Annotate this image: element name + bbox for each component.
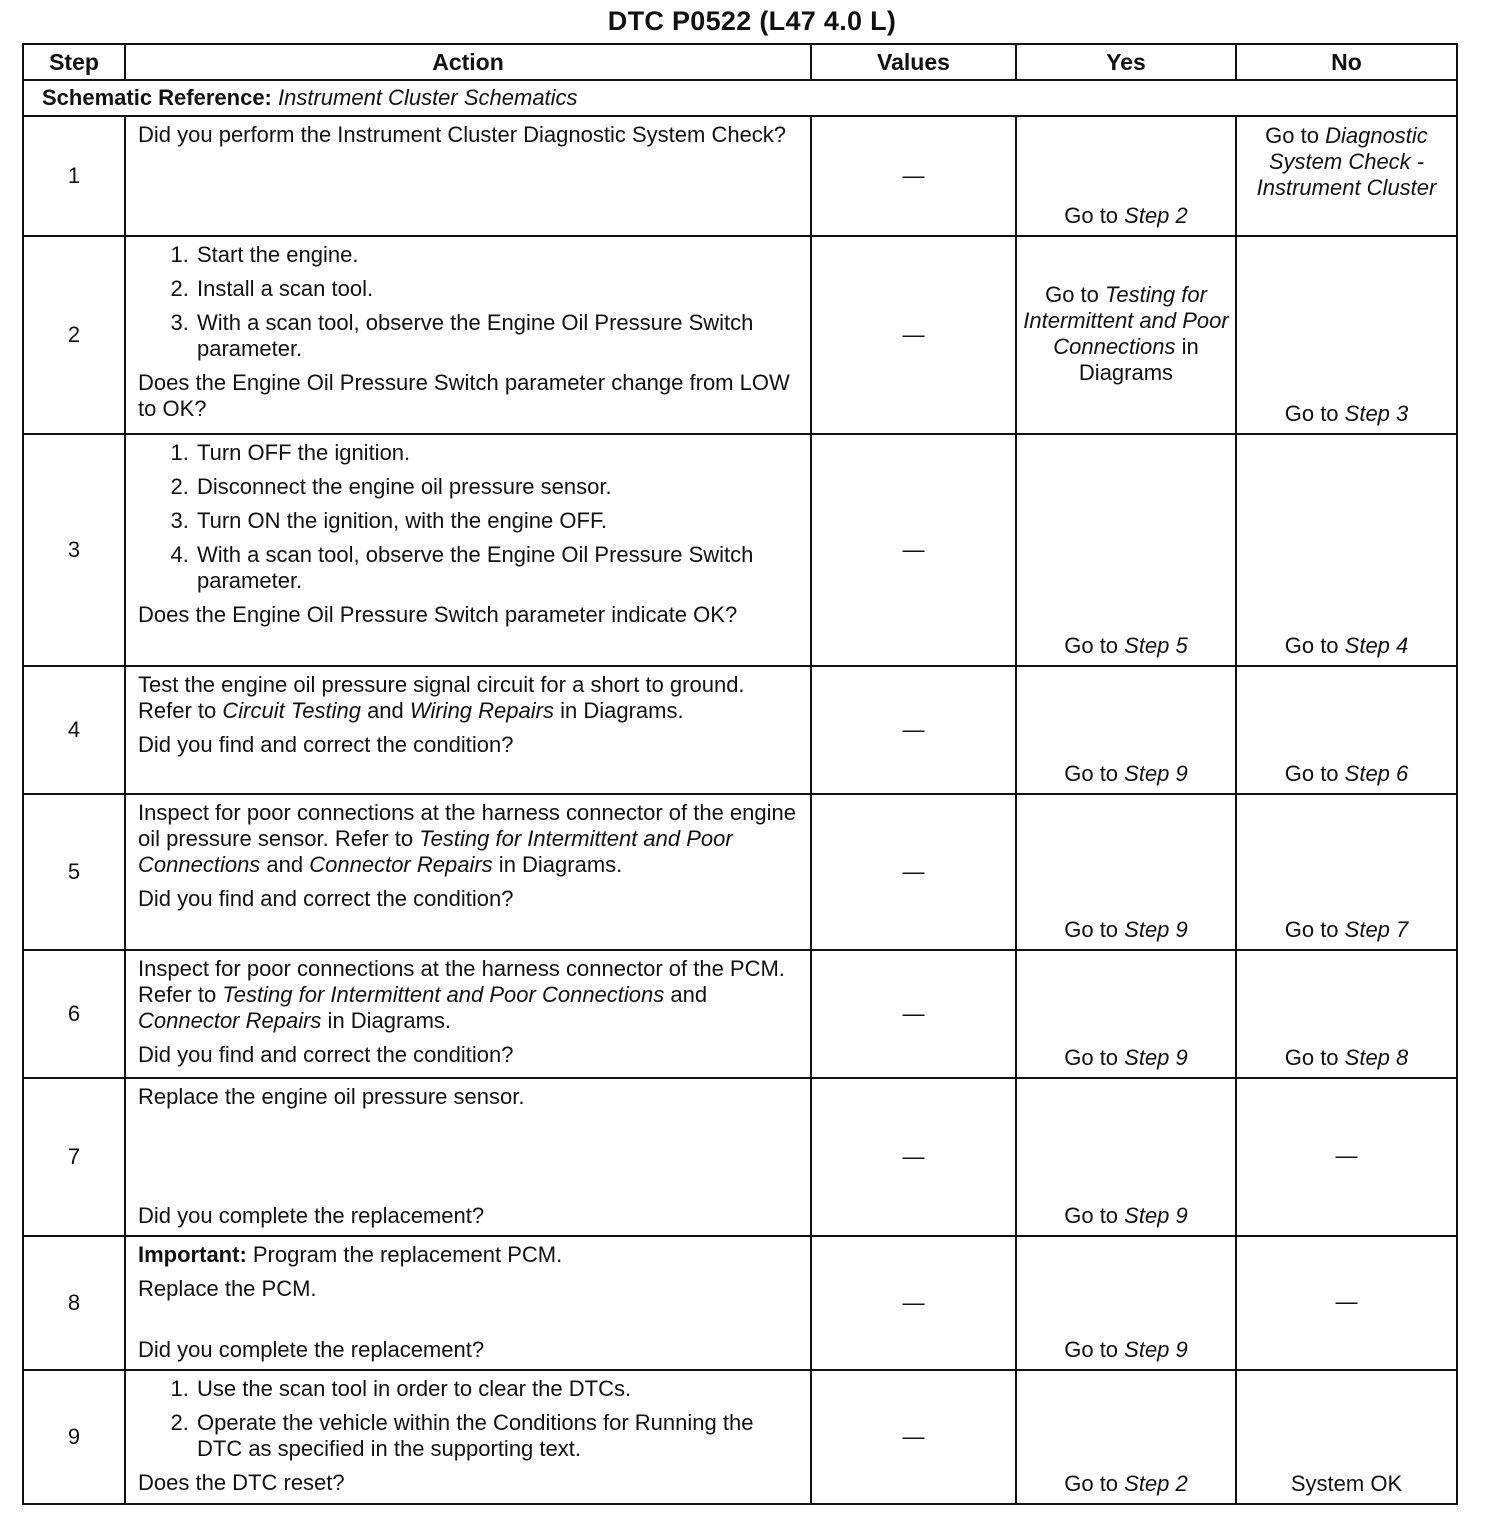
action-text <box>138 672 800 724</box>
list-item: 1. Turn OFF the ignition. <box>195 440 800 466</box>
values-cell <box>811 950 1016 1078</box>
no-prefix: Go to <box>1284 633 1345 658</box>
list-item: 2. Operate the vehicle within the Conditions for Running the DTC as specified in the supporting text. <box>195 1410 800 1462</box>
reference-link: Connector Repairs <box>138 1008 322 1033</box>
dash: — <box>902 322 925 347</box>
dash: — <box>902 1290 925 1315</box>
yes-prefix: Go to <box>1064 203 1125 228</box>
yes-suffix: in Diagrams <box>1078 334 1199 385</box>
header-step: Step <box>23 44 125 80</box>
action-list <box>138 1376 800 1462</box>
action-text <box>138 956 800 1034</box>
step-number: 5 <box>23 794 125 950</box>
action-cell <box>125 434 811 666</box>
action-text: Replace the PCM. <box>138 1276 317 1301</box>
action-cell <box>125 1236 811 1370</box>
dash: — <box>1335 1289 1358 1314</box>
reference-link: Testing for Intermittent and Poor Connections <box>222 982 665 1007</box>
yes-prefix: Go to <box>1064 761 1125 786</box>
action-question: Does the Engine Oil Pressure Switch parameter indicate OK? <box>138 602 738 627</box>
no-link: Step 7 <box>1344 917 1409 942</box>
dash: — <box>902 1424 925 1449</box>
yes-link: Step 2 <box>1124 1471 1188 1496</box>
action-question: Does the DTC reset? <box>138 1470 345 1495</box>
yes-link: Step 9 <box>1124 761 1188 786</box>
header-action: Action <box>125 44 811 80</box>
action-question: Did you perform the Instrument Cluster Diagnostic System Check? <box>138 122 787 147</box>
values-cell <box>811 116 1016 236</box>
yes-cell <box>1016 1078 1236 1236</box>
yes-cell <box>1016 950 1236 1078</box>
table-row <box>23 1236 1457 1370</box>
no-link: Step 3 <box>1344 401 1409 426</box>
dash: — <box>902 1001 925 1026</box>
action-question: Did you find and correct the condition? <box>138 886 514 911</box>
list-item: 3. Turn ON the ignition, with the engine OFF. <box>195 508 800 534</box>
page-title: DTC P0522 (L47 4.0 L) <box>607 6 897 36</box>
spacer <box>138 1118 800 1203</box>
action-list <box>138 242 800 362</box>
no-cell <box>1236 950 1457 1078</box>
table-row <box>23 1370 1457 1504</box>
action-cell <box>125 1078 811 1236</box>
text-segment: Test the engine oil pressure signal circuit for a short to ground. Refer to <box>138 672 745 723</box>
table-row <box>23 666 1457 794</box>
no-text: System OK <box>1290 1471 1403 1496</box>
no-cell <box>1236 1078 1457 1236</box>
values-cell <box>811 666 1016 794</box>
values-cell <box>811 434 1016 666</box>
dash: — <box>902 537 925 562</box>
yes-cell <box>1016 434 1236 666</box>
diagnostic-table <box>22 43 1458 1505</box>
no-cell <box>1236 794 1457 950</box>
table-row <box>23 794 1457 950</box>
action-cell <box>125 794 811 950</box>
action-list <box>138 440 800 594</box>
schematic-value: Instrument Cluster Schematics <box>278 85 578 110</box>
step-number: 1 <box>23 116 125 236</box>
yes-prefix: Go to <box>1064 1045 1125 1070</box>
action-question: Did you find and correct the condition? <box>138 1042 514 1067</box>
schematic-reference <box>23 80 1457 116</box>
text-segment: in Diagrams. <box>321 1008 452 1033</box>
important-label: Important: <box>138 1242 247 1267</box>
text-segment: Inspect for poor connections at the harness connector of the engine oil pressure sensor. Refer to <box>138 800 796 851</box>
yes-cell <box>1016 666 1236 794</box>
no-cell <box>1236 116 1457 236</box>
schematic-label: Schematic Reference: <box>42 85 272 110</box>
header-yes: Yes <box>1016 44 1236 80</box>
action-wrap <box>138 1242 800 1363</box>
yes-cell <box>1016 236 1236 434</box>
no-cell <box>1236 1370 1457 1504</box>
no-link: Diagnostic System Check - Instrument Cluster <box>1256 123 1437 200</box>
table-row <box>23 434 1457 666</box>
no-cell <box>1236 434 1457 666</box>
table-row <box>23 236 1457 434</box>
no-prefix: Go to <box>1284 401 1345 426</box>
action-text <box>138 800 800 878</box>
yes-link: Step 9 <box>1124 1045 1188 1070</box>
yes-cell <box>1016 1236 1236 1370</box>
yes-prefix: Go to <box>1064 917 1125 942</box>
action-question: Did you complete the replacement? <box>138 1203 485 1228</box>
important-note <box>138 1242 800 1268</box>
dash: — <box>902 163 925 188</box>
reference-link: Wiring Repairs <box>409 698 554 723</box>
text-segment: and <box>260 852 310 877</box>
text-segment: in Diagrams. <box>553 698 684 723</box>
list-item: 4. With a scan tool, observe the Engine Oil Pressure Switch parameter. <box>195 542 800 594</box>
header-no: No <box>1236 44 1457 80</box>
action-text: Replace the engine oil pressure sensor. <box>138 1084 525 1109</box>
yes-link: Step 9 <box>1124 1203 1188 1228</box>
no-prefix: Go to <box>1265 123 1326 148</box>
important-text: Program the replacement PCM. <box>246 1242 563 1267</box>
reference-link: Connector Repairs <box>309 852 493 877</box>
list-item: 3. With a scan tool, observe the Engine Oil Pressure Switch parameter. <box>195 310 800 362</box>
dash: — <box>902 1144 925 1169</box>
values-cell <box>811 1236 1016 1370</box>
step-number: 3 <box>23 434 125 666</box>
text-segment: and <box>664 982 708 1007</box>
yes-cell <box>1016 116 1236 236</box>
no-prefix: Go to <box>1284 1045 1345 1070</box>
text-segment: and <box>360 698 410 723</box>
action-cell <box>125 950 811 1078</box>
values-cell <box>811 794 1016 950</box>
text-segment: Inspect for poor connections at the harness connector of the PCM. Refer to <box>138 956 785 1007</box>
list-item: 2. Install a scan tool. <box>195 276 800 302</box>
yes-link: Step 2 <box>1124 203 1188 228</box>
table-row <box>23 116 1457 236</box>
yes-prefix: Go to <box>1064 1203 1125 1228</box>
dash: — <box>1335 1143 1358 1168</box>
list-item: 1. Start the engine. <box>195 242 800 268</box>
step-number: 7 <box>23 1078 125 1236</box>
action-question: Does the Engine Oil Pressure Switch parameter change from LOW to OK? <box>138 370 790 421</box>
yes-cell <box>1016 1370 1236 1504</box>
no-link: Step 4 <box>1344 633 1409 658</box>
step-number: 2 <box>23 236 125 434</box>
no-prefix: Go to <box>1284 917 1345 942</box>
reference-link: Circuit Testing <box>222 698 361 723</box>
values-cell <box>811 1078 1016 1236</box>
list-item: 2. Disconnect the engine oil pressure sensor. <box>195 474 800 500</box>
schematic-row <box>23 80 1457 116</box>
dash: — <box>902 717 925 742</box>
yes-link: Step 9 <box>1124 1337 1188 1362</box>
action-cell <box>125 236 811 434</box>
text-segment: in Diagrams. <box>492 852 623 877</box>
values-cell <box>811 1370 1016 1504</box>
action-question: Did you complete the replacement? <box>138 1337 485 1362</box>
action-cell <box>125 116 811 236</box>
header-values: Values <box>811 44 1016 80</box>
no-cell <box>1236 666 1457 794</box>
yes-cell <box>1016 794 1236 950</box>
action-question: Did you find and correct the condition? <box>138 732 514 757</box>
yes-link: Step 5 <box>1124 633 1188 658</box>
yes-prefix: Go to <box>1064 1471 1125 1496</box>
step-number: 9 <box>23 1370 125 1504</box>
yes-link: Step 9 <box>1124 917 1188 942</box>
step-number: 8 <box>23 1236 125 1370</box>
yes-prefix: Go to <box>1064 1337 1125 1362</box>
action-wrap <box>138 1084 800 1229</box>
no-link: Step 8 <box>1344 1045 1409 1070</box>
table-row <box>23 950 1457 1078</box>
yes-prefix: Go to <box>1064 633 1125 658</box>
yes-prefix: Go to <box>1045 282 1105 307</box>
no-prefix: Go to <box>1284 761 1345 786</box>
no-link: Step 6 <box>1344 761 1409 786</box>
list-item: 1. Use the scan tool in order to clear the DTCs. <box>195 1376 800 1402</box>
action-cell <box>125 1370 811 1504</box>
reference-link: Testing for Intermittent and Poor Connections <box>138 826 733 877</box>
table-row <box>23 1078 1457 1236</box>
no-cell <box>1236 1236 1457 1370</box>
spacer <box>138 1310 800 1337</box>
values-cell <box>811 236 1016 434</box>
step-number: 4 <box>23 666 125 794</box>
dash: — <box>902 859 925 884</box>
action-cell <box>125 666 811 794</box>
step-number: 6 <box>23 950 125 1078</box>
no-cell <box>1236 236 1457 434</box>
header-row <box>23 44 1457 80</box>
yes-link: Testing for Intermittent and Poor Connections <box>1023 282 1229 359</box>
